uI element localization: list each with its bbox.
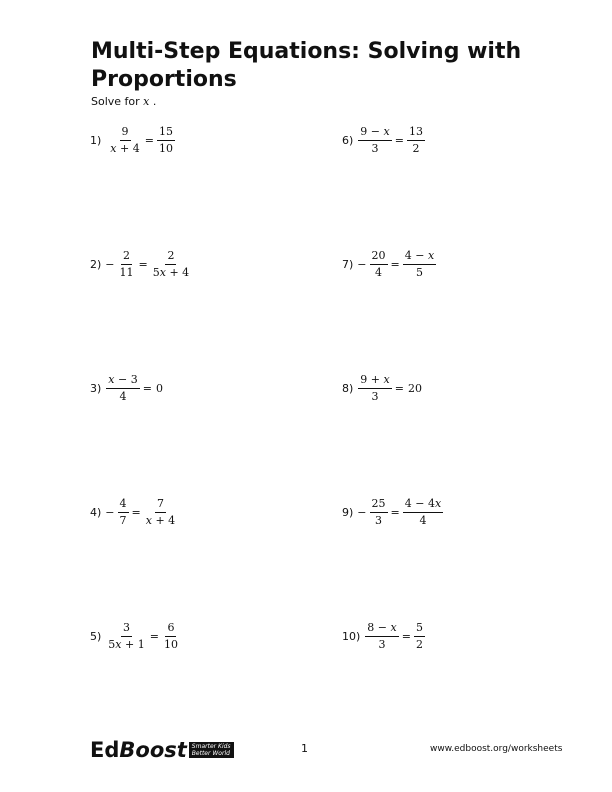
equals-sign: = — [138, 257, 148, 271]
fraction-right — [407, 125, 425, 156]
fraction-right — [162, 621, 180, 652]
equals-sign: = — [401, 629, 411, 643]
denominator: x + 4 — [110, 141, 140, 155]
fraction-left — [370, 497, 388, 528]
problem-4 — [90, 494, 178, 530]
worksheet-title: Multi-Step Equations: Solving with Proportions — [91, 39, 522, 92]
denominator: 2 — [412, 141, 420, 155]
denominator: 3 — [375, 513, 383, 527]
problem-number: 10) — [342, 629, 361, 643]
fraction-left — [370, 249, 388, 280]
footer-url: www.edboost.org/worksheets — [430, 744, 563, 754]
problem-number: 8) — [342, 381, 354, 395]
denominator: x + 4 — [145, 513, 176, 527]
problem-3 — [90, 370, 163, 406]
denominator: 10 — [158, 141, 173, 155]
logo-tagline-line-2: Better World — [191, 750, 230, 757]
problem-number: 6) — [342, 133, 354, 147]
fraction-left — [106, 621, 146, 652]
numerator: 25 — [370, 497, 388, 513]
fraction-left — [118, 497, 129, 528]
denominator: 11 — [119, 265, 134, 279]
numerator: 9 — [120, 125, 131, 141]
numerator: 2 — [121, 249, 132, 265]
negative-sign: − — [105, 505, 115, 519]
numerator: 3 — [121, 621, 132, 637]
problem-7 — [342, 246, 437, 282]
fraction-left — [358, 373, 391, 404]
numerator: 6 — [165, 621, 176, 637]
fraction-right — [403, 497, 443, 528]
instruction-variable: x — [143, 95, 150, 108]
numerator: 4 — [118, 497, 129, 513]
edboost-logo — [90, 738, 234, 762]
fraction-left — [358, 125, 391, 156]
fraction-left — [106, 373, 139, 404]
numerator: 4 − x — [403, 249, 436, 265]
problem-number: 3) — [90, 381, 102, 395]
problem-8 — [342, 370, 422, 406]
problem-2 — [90, 246, 192, 282]
fraction-right — [403, 249, 436, 280]
numerator: 2 — [165, 249, 176, 265]
problem-5 — [90, 618, 181, 654]
denominator: 3 — [378, 637, 386, 651]
problem-number: 1) — [90, 133, 102, 147]
problem-9 — [342, 494, 444, 530]
problem-number: 2) — [90, 257, 102, 271]
equals-sign: = — [149, 629, 159, 643]
denominator: 7 — [119, 513, 127, 527]
problem-6 — [342, 122, 426, 158]
page-number: 1 — [301, 742, 308, 755]
denominator: 3 — [371, 389, 379, 403]
negative-sign: − — [105, 257, 115, 271]
fraction-left — [108, 125, 141, 156]
numerator: 9 − x — [358, 125, 391, 141]
negative-sign: − — [357, 505, 367, 519]
instruction-text: Solve for — [91, 95, 144, 108]
equals-sign: = — [144, 133, 154, 147]
fraction-right — [144, 497, 177, 528]
denominator: 4 — [119, 389, 127, 403]
logo-boost-text: Boost — [119, 738, 187, 762]
equals-sign: = — [390, 257, 400, 271]
denominator: 5x + 1 — [108, 637, 145, 651]
logo-tagline-line-1: Smarter Kids — [191, 743, 231, 750]
equals-sign: = — [142, 381, 152, 395]
numerator: x − 3 — [106, 373, 139, 389]
fraction-left — [365, 621, 398, 652]
numerator: 9 + x — [358, 373, 391, 389]
problem-number: 7) — [342, 257, 354, 271]
instruction — [91, 95, 156, 108]
right-hand-value: 0 — [155, 381, 163, 395]
equals-sign: = — [394, 381, 404, 395]
equals-sign: = — [394, 133, 404, 147]
denominator: 4 — [419, 513, 427, 527]
denominator: 5x + 4 — [152, 265, 190, 279]
fraction-right — [151, 249, 191, 280]
numerator: 4 − 4x — [403, 497, 443, 513]
problem-number: 4) — [90, 505, 102, 519]
denominator: 10 — [163, 637, 178, 651]
equals-sign: = — [390, 505, 400, 519]
fraction-right — [157, 125, 175, 156]
problem-1 — [90, 122, 176, 158]
numerator: 13 — [407, 125, 425, 141]
problem-number: 9) — [342, 505, 354, 519]
negative-sign: − — [357, 257, 367, 271]
denominator: 4 — [375, 265, 383, 279]
problem-10 — [342, 618, 426, 654]
denominator: 3 — [371, 141, 379, 155]
logo-ed-text: Ed — [90, 738, 120, 762]
fraction-left — [118, 249, 136, 280]
equals-sign: = — [131, 505, 141, 519]
numerator: 15 — [157, 125, 175, 141]
denominator: 5 — [415, 265, 423, 279]
denominator: 2 — [415, 637, 423, 651]
numerator: 7 — [155, 497, 166, 513]
instruction-suffix: . — [149, 95, 157, 108]
numerator: 8 − x — [365, 621, 398, 637]
logo-tagline — [189, 742, 234, 758]
problem-number: 5) — [90, 629, 102, 643]
numerator: 5 — [414, 621, 425, 637]
numerator: 20 — [370, 249, 388, 265]
right-hand-value: 20 — [407, 381, 422, 395]
fraction-right — [414, 621, 425, 652]
